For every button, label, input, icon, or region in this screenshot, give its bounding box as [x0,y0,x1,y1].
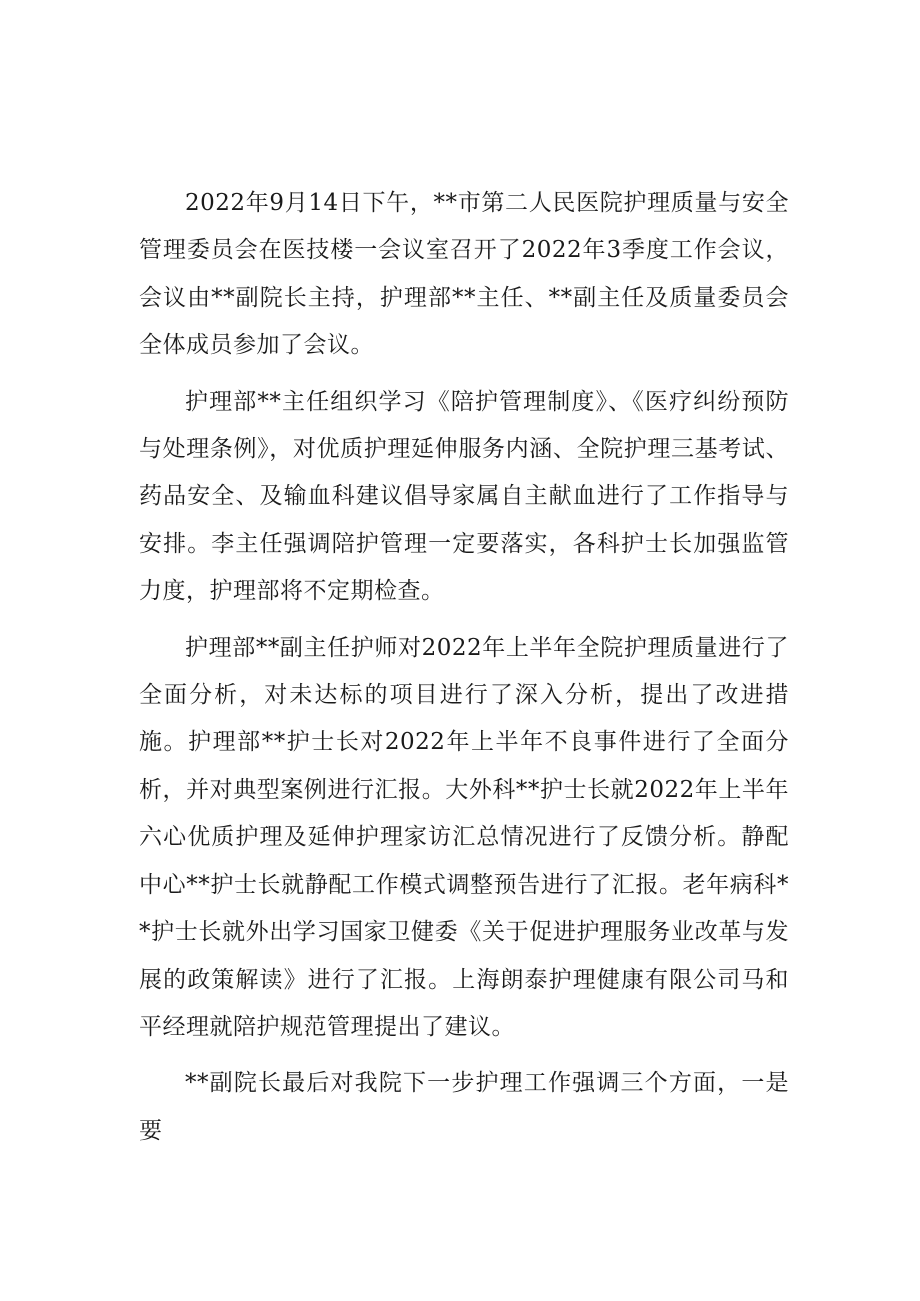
document-body [139,180,789,1164]
paragraph-director-study: 护理部**主任组织学习《陪护管理制度》、《医疗纠纷预防与处理条例》，对优质护理延伸服务内涵、全院护理三基考试、药品安全、及输血科建议倡导家属自主献血进行了工作指导与安排。李主任强调陪护管理一定要落实，各科护士长加强监管力度，护理部将不定期检查。 [139,388,789,605]
paragraph-quality-analysis: 护理部**副主任护师对2022年上半年全院护理质量进行了全面分析，对未达标的项目进行了深入分析，提出了改进措施。护理部**护士长对2022年上半年不良事件进行了全面分析，并对典型案例进行汇报。大外科**护士长就2022年上半年六心优质护理及延伸护理家访汇总情况进行了反馈分析。静配中心**护士长就静配工作模式调整预告进行了汇报。老年病科**护士长就外出学习国家卫健委《关于促进护理服务业改革与发展的政策解读》进行了汇报。上海朗泰护理健康有限公司马和平经理就陪护规范管理提出了建议。 [139,634,789,1040]
paragraph-meeting-intro: 2022年9月14日下午，**市第二人民医院护理质量与安全管理委员会在医技楼一会议室召开了2022年3季度工作会议，会议由**副院长主持，护理部**主任、**副主任及质量委员会全体成员参加了会议。 [139,190,789,359]
paragraph-vice-president-closing: **副院长最后对我院下一步护理工作强调三个方面，一是要 [139,1070,789,1144]
